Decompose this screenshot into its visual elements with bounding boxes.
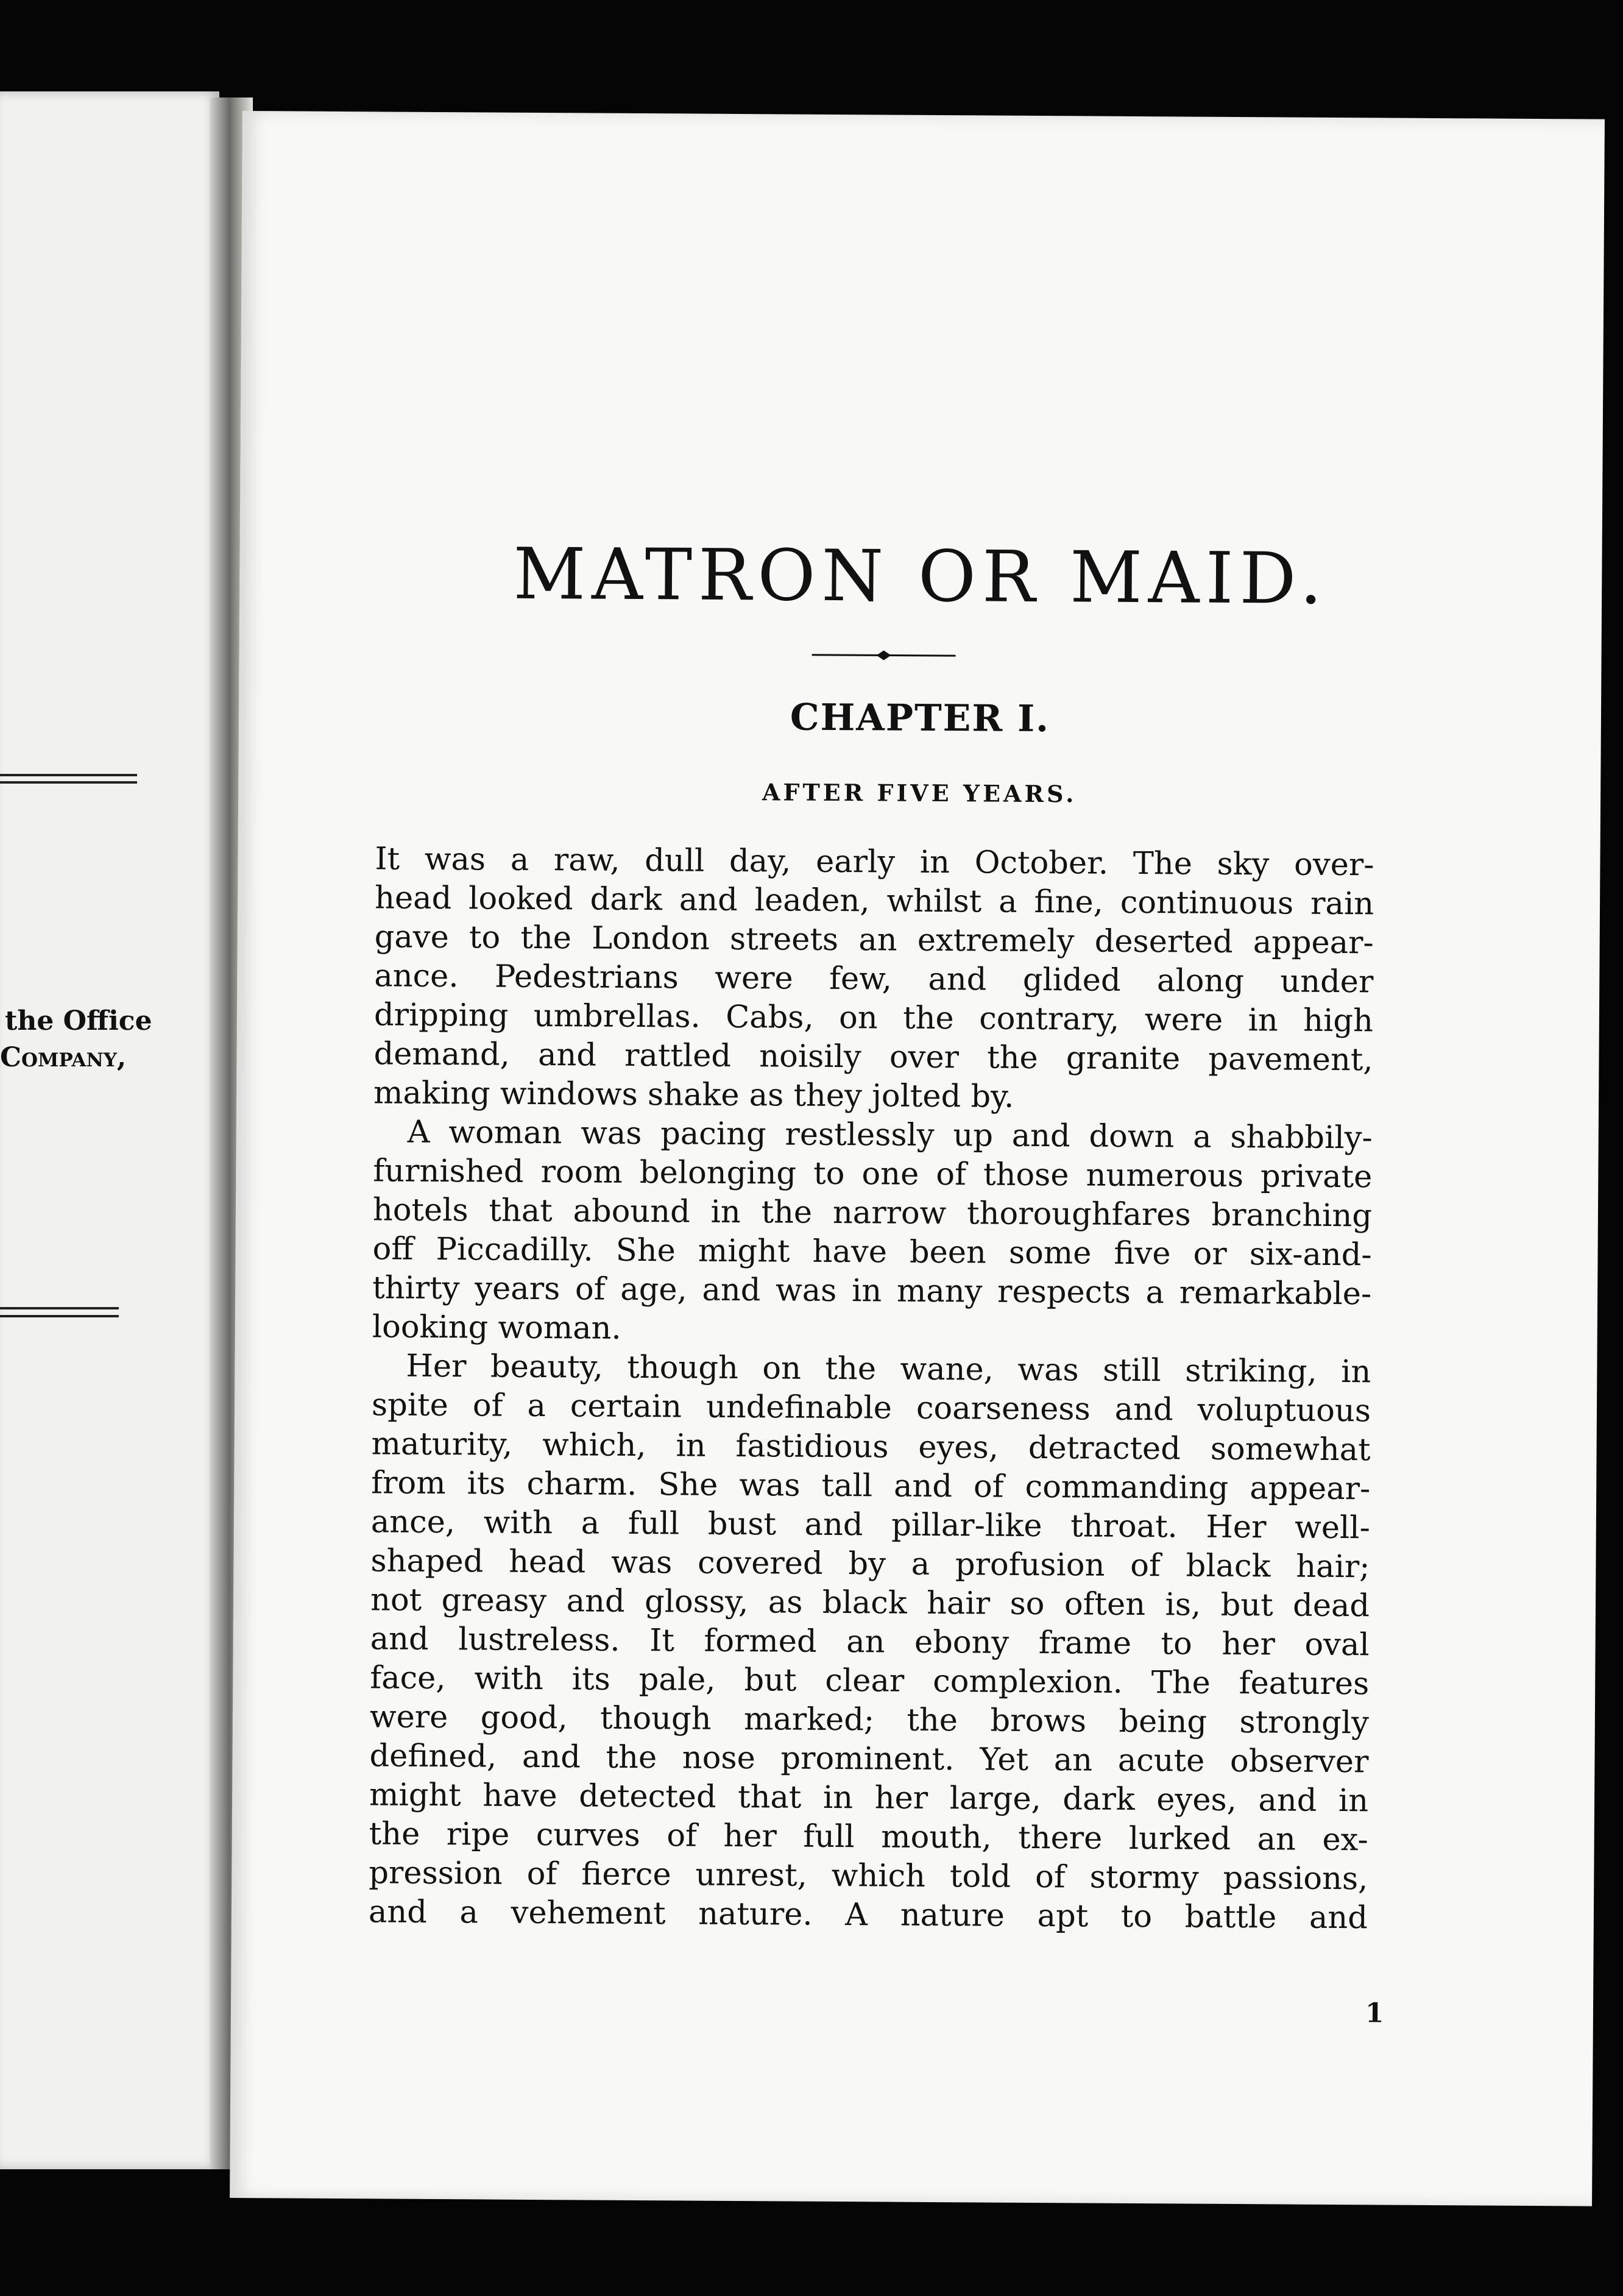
text-line: and a vehement nature. A nature apt to battle and <box>368 1894 1368 1936</box>
text-line: spite of a certain undefinable coarseness and voluptuous <box>371 1387 1371 1430</box>
left-page-text-office: the Office <box>5 1005 152 1036</box>
text-line: Her beauty, though on the wane, was still striking, in <box>406 1348 1371 1391</box>
text-line: pression of fierce unrest, which told of stormy passions, <box>369 1855 1368 1897</box>
text-line: gave to the London streets an extremely deserted appear- <box>374 919 1374 962</box>
title-ornament-divider <box>812 648 955 663</box>
paragraph-2 <box>372 1113 1373 1353</box>
page-number: 1 <box>1365 1997 1384 2029</box>
facing-page-fragment <box>0 91 219 2169</box>
text-line: furnished room belonging to one of those numerous private <box>373 1153 1373 1196</box>
text-line: demand, and rattled noisily over the granite pavement, <box>373 1036 1373 1079</box>
text-line: off Piccadilly. She might have been some five or six-and- <box>372 1231 1372 1274</box>
text-line: ance, with a full bust and pillar-like throat. Her well- <box>370 1504 1371 1547</box>
text-line: and lustreless. It formed an ebony frame to her oval <box>370 1621 1370 1664</box>
text-line: defined, and the nose prominent. Yet an acute observer <box>369 1738 1369 1780</box>
text-line: A woman was pacing restlessly up and down a shabbily- <box>407 1114 1373 1157</box>
text-line: shaped head was covered by a profusion of black hair; <box>370 1543 1370 1586</box>
chapter-heading: CHAPTER I. <box>790 696 1050 741</box>
text-line: not greasy and glossy, as black hair so often is, but dead <box>370 1582 1370 1625</box>
book-title: MATRON OR MAID. <box>513 533 1329 620</box>
text-line: ance. Pedestrians were few, and glided along under <box>374 958 1374 1001</box>
text-line: head looked dark and leaden, whilst a fine, continuous rain <box>374 880 1374 923</box>
paragraph-3 <box>369 1347 1371 1938</box>
text-line: hotels that abound in the narrow thoroughfares branching <box>372 1192 1373 1235</box>
text-line: the ripe curves of her full mouth, there lurked an ex- <box>369 1816 1368 1858</box>
chapter-subtitle: AFTER FIVE YEARS. <box>762 778 1077 808</box>
text-line: from its charm. She was tall and of commanding appear- <box>371 1465 1371 1508</box>
left-page-rule <box>0 781 137 784</box>
paragraph-1 <box>373 840 1374 1119</box>
left-page-text-company: Company, <box>0 1042 127 1073</box>
text-line: thirty years of age, and was in many respects a remarkable- <box>372 1270 1372 1313</box>
book-page <box>230 111 1605 2206</box>
left-page-rule <box>0 1315 119 1317</box>
text-line: face, with its pale, but clear complexion. The features <box>370 1660 1370 1703</box>
text-line: might have detected that in her large, dark eyes, and in <box>369 1777 1369 1819</box>
chapter-body <box>369 840 1374 1938</box>
left-page-rule <box>0 774 137 776</box>
text-line: making windows shake as they jolted by. <box>373 1075 1014 1115</box>
text-line: maturity, which, in fastidious eyes, detracted somewhat <box>371 1426 1371 1469</box>
text-line: were good, though marked; the brows being strongly <box>369 1699 1370 1741</box>
left-page-rule <box>0 1307 119 1309</box>
text-line: dripping umbrellas. Cabs, on the contrary, were in high <box>373 997 1374 1040</box>
text-line: It was a raw, dull day, early in October. The sky over- <box>375 841 1374 884</box>
text-line: looking woman. <box>372 1309 621 1347</box>
